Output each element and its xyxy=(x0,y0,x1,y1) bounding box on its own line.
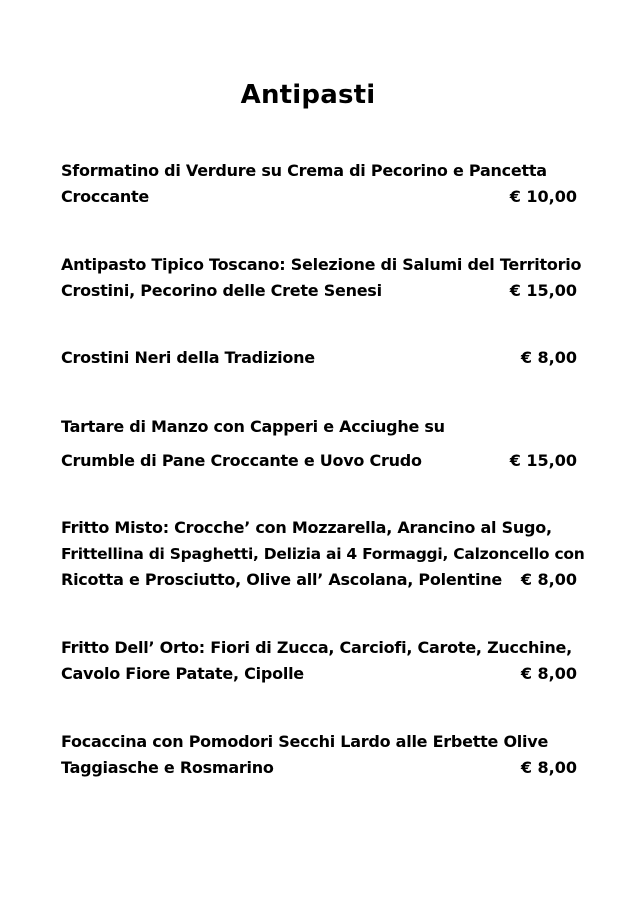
menu-item-7-line-2: Taggiasche e Rosmarino xyxy=(61,758,274,777)
menu-item-5-line-3: Ricotta e Prosciutto, Olive all’ Ascolana, Polentine xyxy=(61,570,502,589)
menu-item-6-price: € 8,00 xyxy=(520,664,577,683)
menu-item-5-price: € 8,00 xyxy=(520,570,577,589)
menu-item-4-price: € 15,00 xyxy=(509,451,577,470)
menu-item-2-price: € 15,00 xyxy=(509,281,577,300)
menu-item-3-line-1: Crostini Neri della Tradizione xyxy=(61,348,315,367)
menu-item-6-line-2: Cavolo Fiore Patate, Cipolle xyxy=(61,664,304,683)
menu-item-3-price: € 8,00 xyxy=(520,348,577,367)
menu-item-2-line-1: Antipasto Tipico Toscano: Selezione di Salumi del Territorio xyxy=(61,255,582,274)
menu-item-6-line-1: Fritto Dell’ Orto: Fiori di Zucca, Carciofi, Carote, Zucchine, xyxy=(61,638,572,657)
menu-item-7-line-1: Focaccina con Pomodori Secchi Lardo alle Erbette Olive xyxy=(61,732,549,751)
menu-item-1-line-2: Croccante xyxy=(61,187,150,206)
menu-item-1-line-1: Sformatino di Verdure su Crema di Pecorino e Pancetta xyxy=(61,161,547,180)
menu-item-5-line-1: Fritto Misto: Crocche’ con Mozzarella, Arancino al Sugo, xyxy=(61,518,552,537)
page-title: Antipasti xyxy=(240,80,376,110)
menu-item-5-line-2: Frittellina di Spaghetti, Delizia ai 4 Formaggi, Calzoncello con xyxy=(61,545,585,563)
menu-item-4-line-2: Crumble di Pane Croccante e Uovo Crudo xyxy=(61,451,422,470)
menu-item-7-price: € 8,00 xyxy=(520,758,577,777)
menu-item-4-line-1: Tartare di Manzo con Capperi e Acciughe su xyxy=(61,417,445,436)
menu-item-2-line-2: Crostini, Pecorino delle Crete Senesi xyxy=(61,281,382,300)
menu-item-1-price: € 10,00 xyxy=(509,187,577,206)
